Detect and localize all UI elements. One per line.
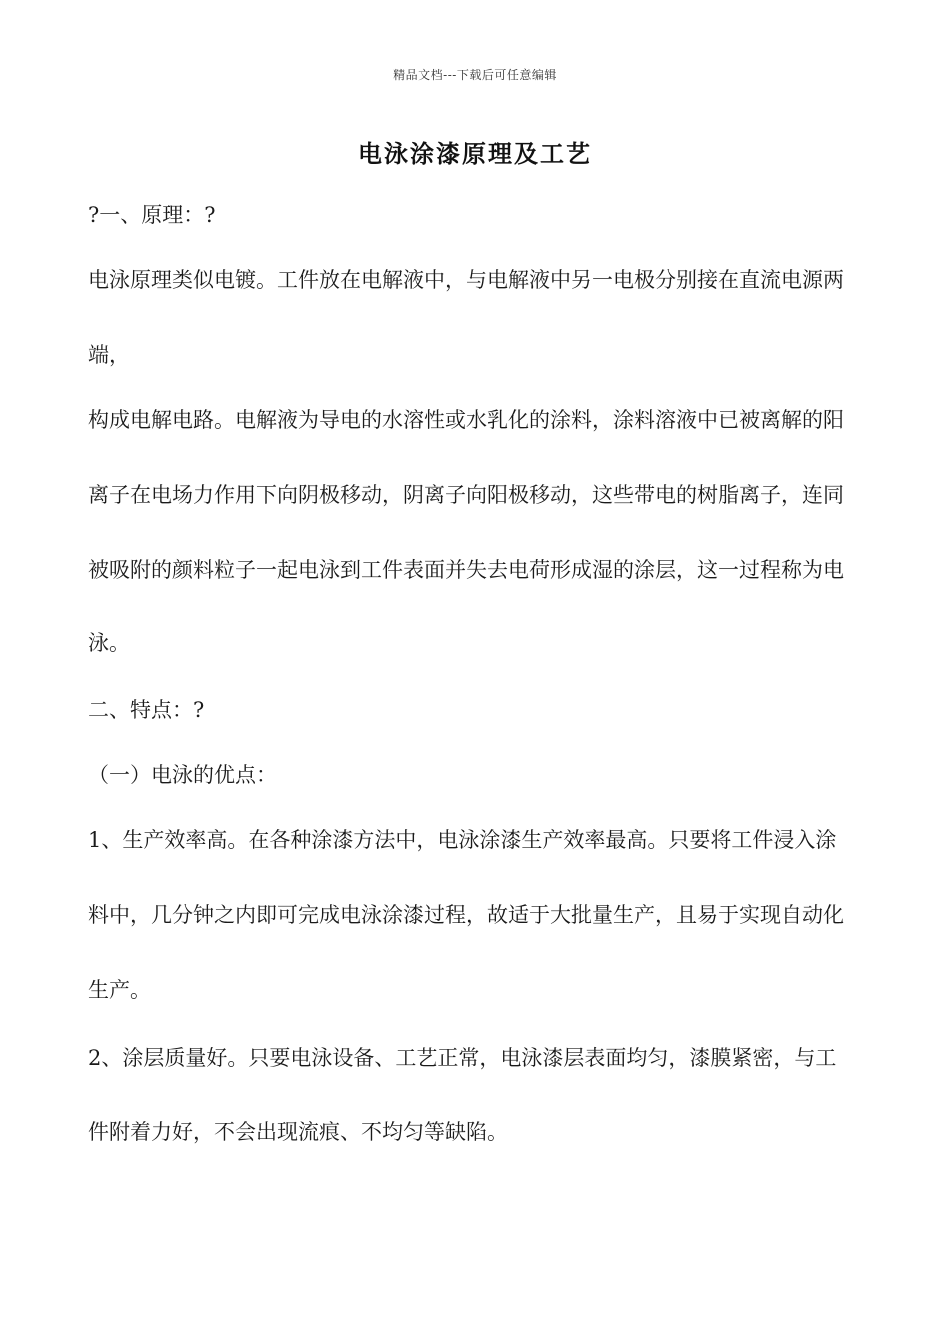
list-item-line: 生产。	[88, 978, 151, 1002]
list-item-line: 件附着力好，不会出现流痕、不均匀等缺陷。	[88, 1120, 508, 1144]
section-heading-principle: ?一、原理：?	[88, 203, 216, 227]
list-item-line: 料中，几分钟之内即可完成电泳涂漆过程，故适于大批量生产，且易于实现自动化	[88, 903, 844, 927]
paragraph-line: 被吸附的颜料粒子一起电泳到工件表面并失去电荷形成湿的涂层，这一过程称为电	[88, 558, 844, 582]
paragraph-line: 构成电解电路。电解液为导电的水溶性或水乳化的涂料，涂料溶液中已被离解的阳	[88, 408, 844, 432]
document-title: 电泳涂漆原理及工艺	[358, 139, 592, 168]
paragraph-line: 泳。	[88, 631, 130, 655]
list-item-line: 2、涂层质量好。只要电泳设备、工艺正常，电泳漆层表面均匀，漆膜紧密，与工	[88, 1046, 837, 1070]
paragraph-line: 离子在电场力作用下向阴极移动，阴离子向阳极移动，这些带电的树脂离子，连同	[88, 483, 844, 507]
list-item-line: 1、生产效率高。在各种涂漆方法中，电泳涂漆生产效率最高。只要将工件浸入涂	[88, 828, 837, 852]
page-header: 精品文档---下载后可任意编辑	[393, 68, 557, 82]
paragraph-line: 端，	[88, 343, 130, 367]
subsection-heading-advantages: （一）电泳的优点：	[88, 763, 277, 787]
section-heading-features: 二、特点：?	[88, 698, 205, 722]
paragraph-line: 电泳原理类似电镀。工件放在电解液中，与电解液中另一电极分别接在直流电源两	[88, 268, 844, 292]
